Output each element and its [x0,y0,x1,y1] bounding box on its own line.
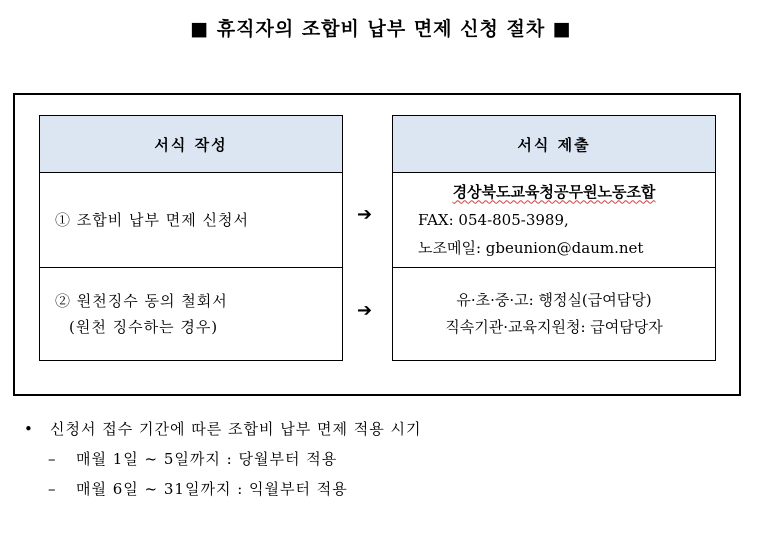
bullet-icon: • [24,420,34,438]
union-name [393,178,715,206]
withholding-withdrawal-label: ② 원천징수 동의 철회서 [55,292,228,310]
school-submission-target: 유·초·중·고: 행정실(급여담당) [456,291,652,309]
withholding-condition-note: (원천 징수하는 경우) [69,318,219,336]
arrow-right-icon: ➔ [357,204,373,225]
form-writing-row-1 [40,172,342,268]
notes-heading-line [24,414,421,444]
current-month-rule: 매월 1일 ~ 5일까지 : 당월부터 적용 [76,450,338,468]
page-title: ■ 휴직자의 조합비 납부 면제 신청 절차 ■ [190,18,572,40]
union-fax: FAX: 054-805-3989, [418,210,569,229]
dash-icon: – [48,450,57,468]
union-email: 노조메일: gbeunion@daum.net [418,238,644,257]
form-submission-table [392,115,716,361]
notes-heading: 신청서 접수 기간에 따른 조합비 납부 면제 적용 시기 [50,420,422,438]
exemption-application-label: ① 조합비 납부 면제 신청서 [55,210,249,229]
form-submission-header: 서식 제출 [393,116,715,173]
next-month-rule: 매월 6일 ~ 31일까지 : 익월부터 적용 [76,480,348,498]
list-item [24,474,421,504]
list-item [24,444,421,474]
union-name-text: 경상북도교육청공무원노동조합 [452,182,656,201]
agency-submission-target: 직속기관·교육지원청: 급여담당자 [445,318,663,336]
application-period-notes [24,414,421,504]
form-writing-table [39,115,343,361]
form-submission-row-1 [393,172,715,268]
form-writing-row-2 [40,268,342,360]
form-submission-row-2 [393,268,715,360]
dash-icon: – [48,480,57,498]
arrow-right-icon: ➔ [357,300,373,321]
form-writing-header: 서식 작성 [40,116,342,173]
